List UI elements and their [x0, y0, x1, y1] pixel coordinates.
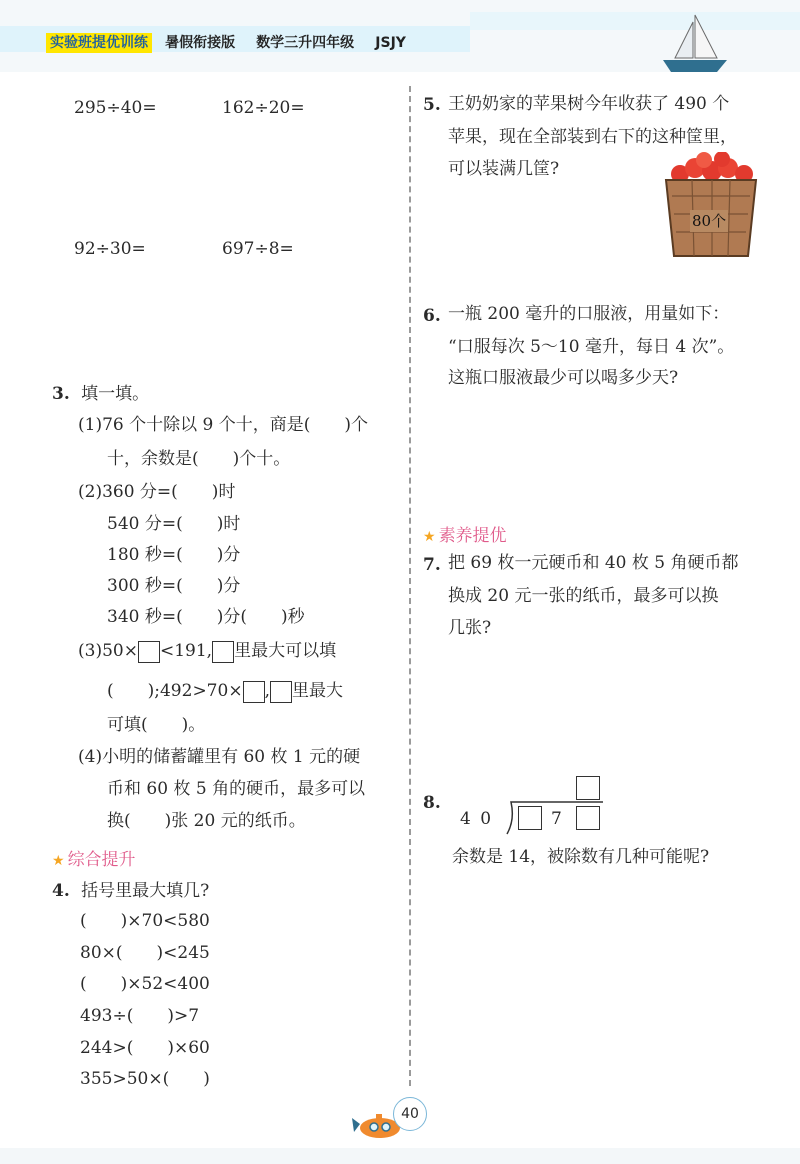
question-title: 填一填。	[81, 384, 150, 404]
question-4	[52, 880, 209, 902]
q3-line: (4)小明的储蓄罐里有 60 枚 1 元的硬	[78, 747, 361, 767]
header-band-right	[470, 12, 800, 30]
header-title-row	[46, 32, 406, 52]
q3-line: 十，余数是( )个十。	[107, 449, 291, 469]
calc-2: 162÷20=	[222, 98, 305, 118]
q3-part3-line3: 可填( )。	[107, 715, 206, 735]
q4-line: ( )×52<400	[80, 974, 210, 994]
question-number: 5.	[423, 95, 441, 115]
section-literacy	[423, 521, 507, 546]
q3-text: <191,	[159, 641, 213, 661]
q3-text: 里最大可以填	[234, 641, 337, 661]
divisor: 4 0	[460, 809, 494, 829]
q4-line: 355>50×( )	[80, 1069, 210, 1089]
answer-box[interactable]	[243, 681, 265, 703]
q4-line: 80×( )<245	[80, 943, 210, 963]
edition-label: 暑假衔接版	[165, 35, 236, 51]
basket-icon	[662, 152, 760, 262]
q4-line: ( )×70<580	[80, 911, 210, 931]
q5-line: 苹果，现在全部装到右下的这种筐里，	[448, 127, 737, 147]
q3-line: 340 秒=( )分( )秒	[107, 607, 305, 627]
question-number: 4.	[52, 881, 70, 901]
calc-4: 697÷8=	[222, 239, 294, 259]
sailboat-icon	[655, 10, 735, 75]
dividend-digit: 7	[551, 809, 562, 829]
dividend-box[interactable]	[576, 806, 600, 830]
calc-3: 92÷30=	[74, 239, 146, 259]
answer-box[interactable]	[270, 681, 292, 703]
q3-line: (1)76 个十除以 9 个十，商是( )个	[78, 415, 369, 435]
q3-line: 540 分=( )时	[107, 514, 241, 534]
question-number: 7.	[423, 555, 441, 575]
column-divider	[409, 86, 411, 1086]
question-3	[52, 383, 149, 405]
code-label: JSJY	[375, 35, 406, 51]
q3-line: (2)360 分=( )时	[78, 482, 236, 502]
quotient-box[interactable]	[576, 776, 600, 800]
star-icon: ★	[423, 529, 436, 545]
long-division	[455, 772, 615, 832]
q5-line: 可以装满几筐?	[448, 159, 560, 179]
q6-line: 一瓶 200 毫升的口服液，用量如下：	[448, 304, 730, 324]
section-title: 综合提升	[67, 850, 136, 870]
question-number: 3.	[52, 384, 70, 404]
q3-text: ( );492>70×	[107, 681, 243, 701]
q3-line: 180 秒=( )分	[107, 545, 241, 565]
subject-label: 数学三升四年级	[256, 35, 355, 51]
calc-1: 295÷40=	[74, 98, 157, 118]
series-title: 实验班提优训练	[46, 33, 152, 53]
q3-part3-line1	[78, 640, 336, 663]
q3-text: 里最大	[291, 681, 343, 701]
q7-line: 把 69 枚一元硬币和 40 枚 5 角硬币都	[448, 553, 739, 573]
question-title: 括号里最大填几?	[81, 881, 210, 901]
basket-label: 80个	[692, 212, 727, 230]
q7-line: 几张?	[448, 618, 492, 638]
q3-line: 300 秒=( )分	[107, 576, 241, 596]
star-icon: ★	[52, 853, 65, 869]
footer-band	[0, 1148, 800, 1164]
q3-text: ,	[264, 681, 270, 701]
answer-box[interactable]	[138, 641, 160, 663]
question-number: 6.	[423, 306, 441, 326]
section-title: 素养提优	[438, 526, 507, 546]
dividend-box[interactable]	[518, 806, 542, 830]
apple-basket-image	[662, 152, 760, 262]
page-header	[0, 0, 800, 72]
q4-line: 244>( )×60	[80, 1038, 210, 1058]
q8-text: 余数是 14，被除数有几种可能呢?	[452, 847, 710, 867]
q3-line: 换( )张 20 元的纸币。	[107, 811, 306, 831]
answer-box[interactable]	[212, 641, 234, 663]
q3-part3-line2	[107, 680, 343, 703]
q5-line: 王奶奶家的苹果树今年收获了 490 个	[448, 94, 730, 114]
q6-line: 这瓶口服液最少可以喝多少天?	[448, 368, 679, 388]
question-number: 8.	[423, 793, 441, 813]
q4-line: 493÷( )>7	[80, 1006, 200, 1026]
q3-text: (3)50×	[78, 641, 138, 661]
page-number: 40	[393, 1097, 427, 1131]
q7-line: 换成 20 元一张的纸币，最多可以换	[448, 586, 719, 606]
section-comprehensive	[52, 845, 136, 870]
q3-line: 币和 60 枚 5 角的硬币，最多可以	[107, 779, 366, 799]
q6-line: “口服每次 5～10 毫升，每日 4 次”。	[448, 337, 735, 357]
